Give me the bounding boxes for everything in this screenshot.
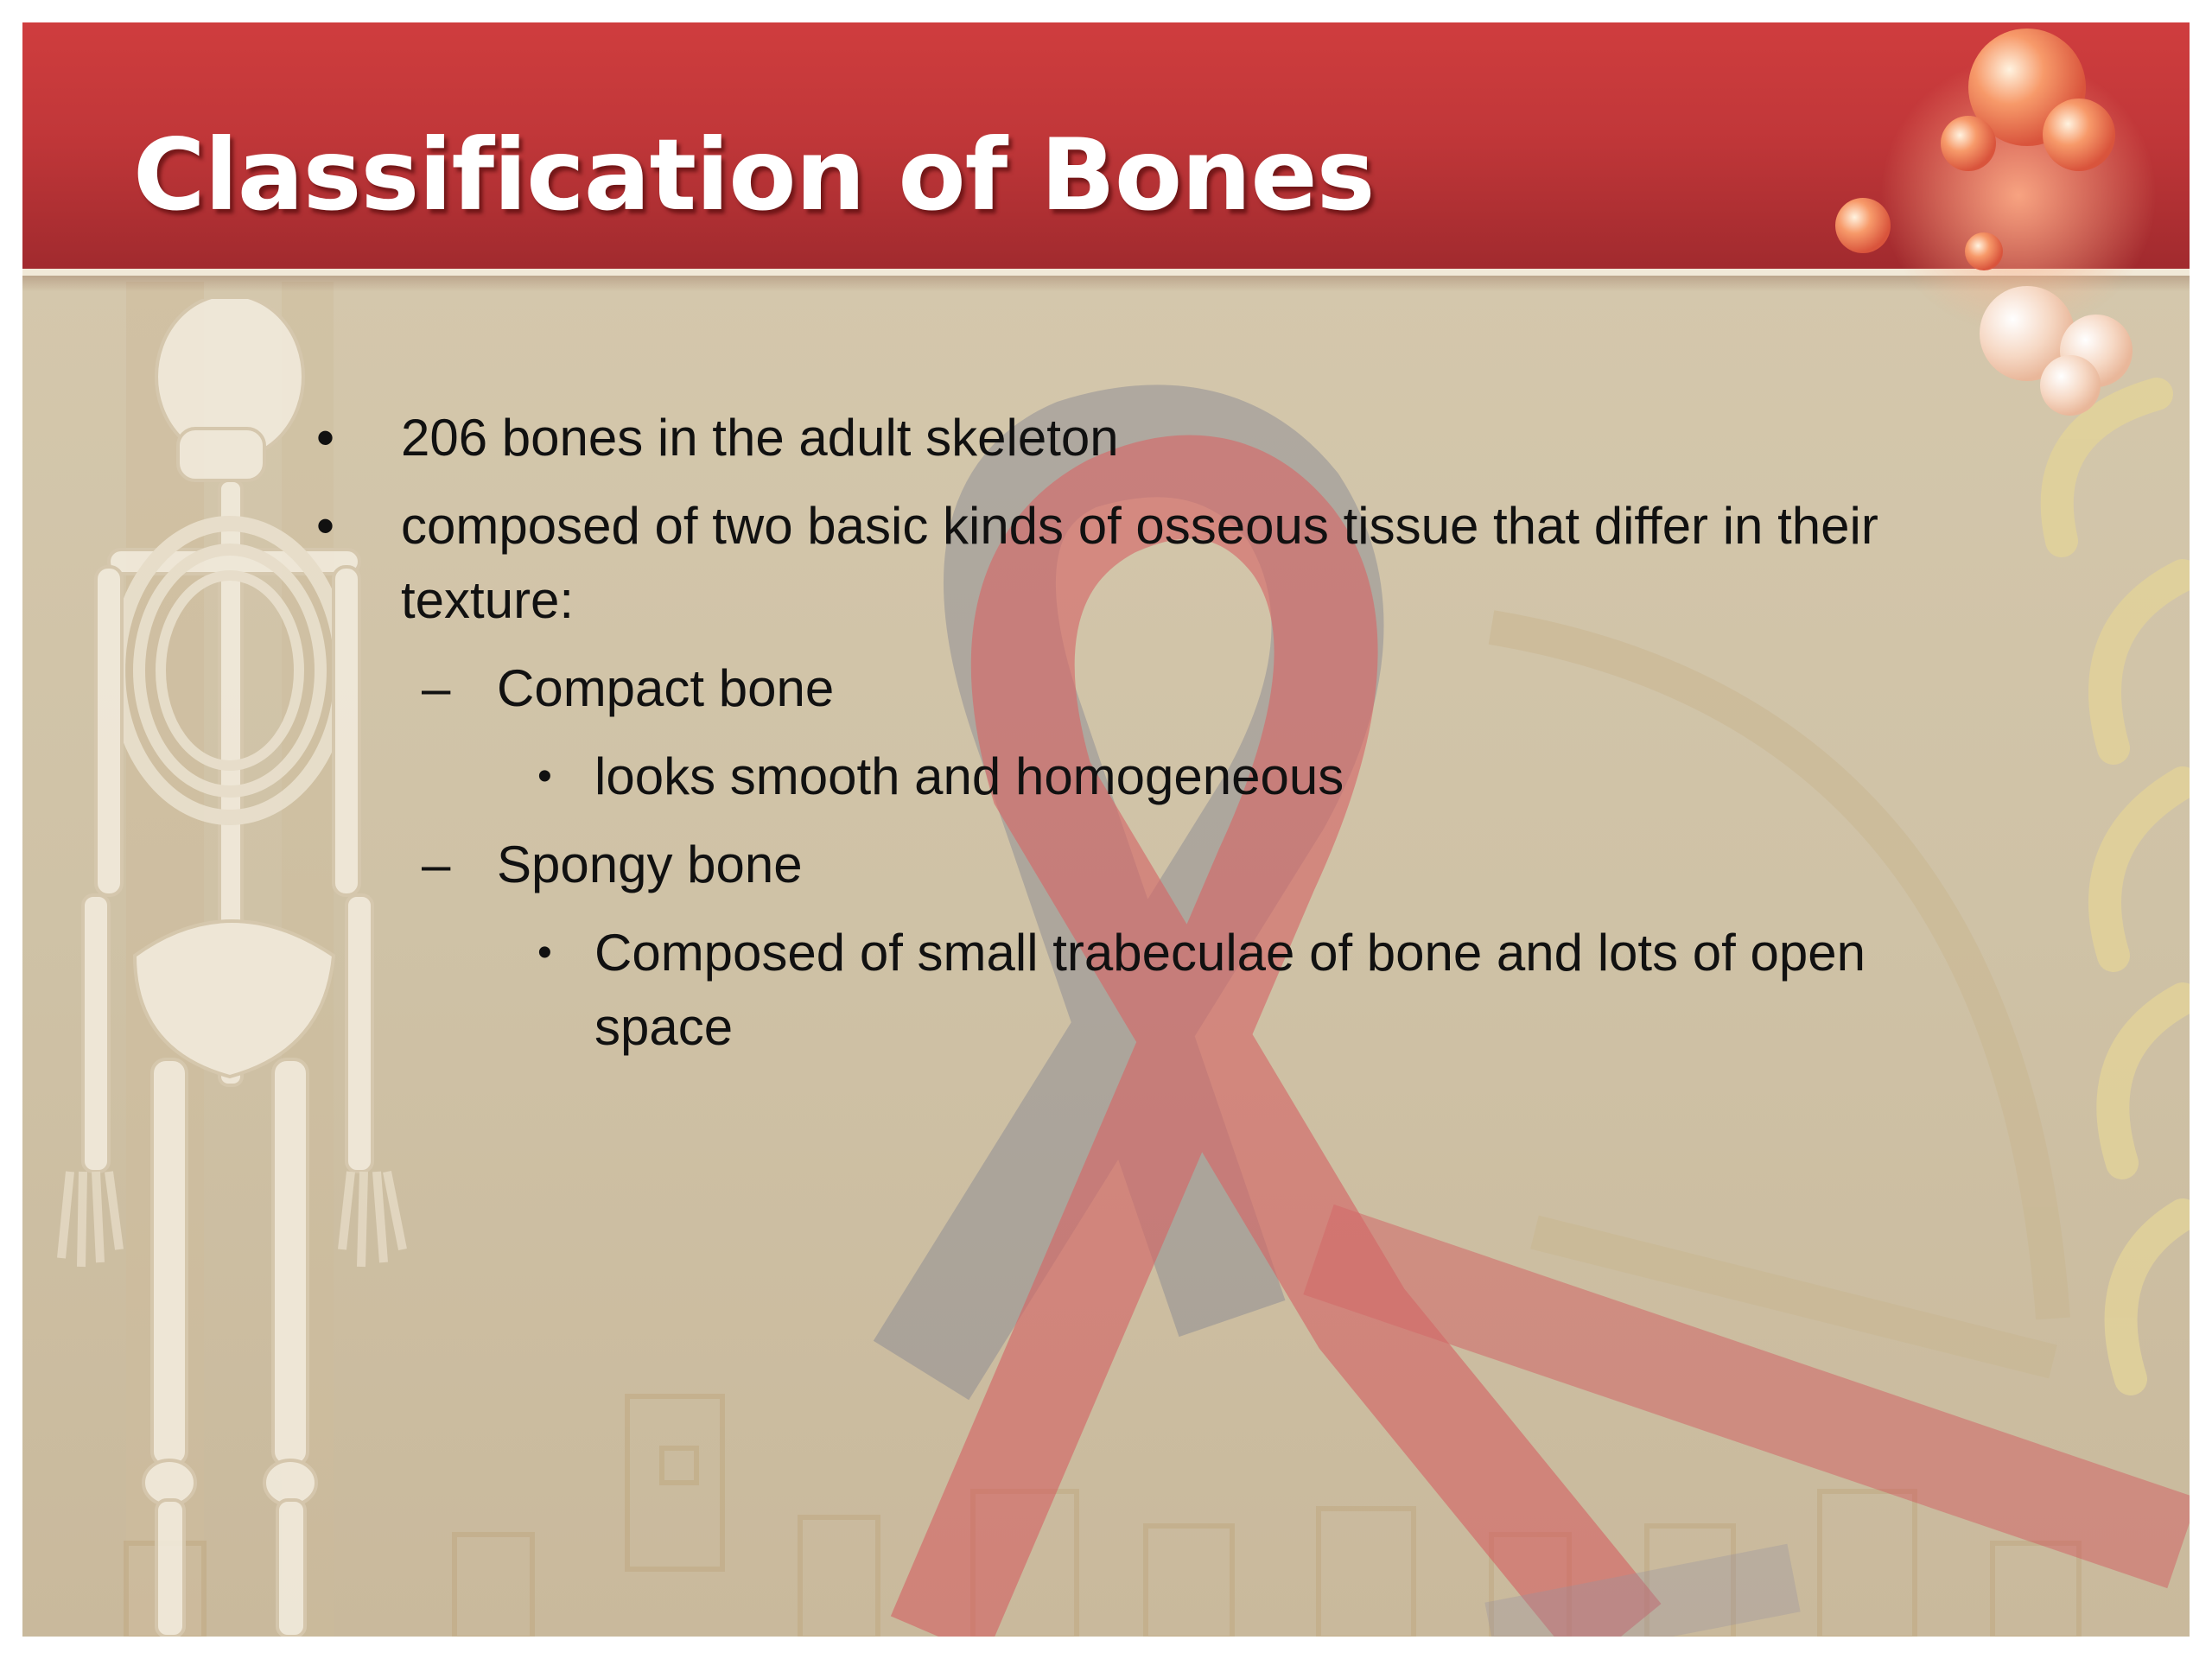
- dash-marker: –: [422, 659, 451, 717]
- slide: [22, 22, 2190, 1637]
- bullet-text-continuation: texture:: [401, 571, 575, 629]
- bullet-marker: •: [537, 753, 552, 799]
- detail-text: Composed of small trabeculae of bone and lots of open: [594, 924, 1866, 982]
- bullet-marker: •: [316, 409, 335, 467]
- detail-text: looks smooth and homogeneous: [594, 747, 1344, 805]
- bullet-marker: •: [316, 497, 335, 555]
- slide-body: [22, 22, 2190, 1637]
- bullet-text: 206 bones in the adult skeleton: [401, 409, 1119, 467]
- sub-item-text: Compact bone: [497, 659, 835, 717]
- bullet-text: composed of two basic kinds of osseous tissue that differ in their: [401, 497, 1878, 555]
- sub-item-text: Spongy bone: [497, 836, 803, 893]
- detail-text-continuation: space: [594, 998, 734, 1056]
- slide-title: Classification of Bones: [133, 118, 1375, 232]
- bullet-marker: •: [537, 930, 552, 976]
- dash-marker: –: [422, 836, 451, 893]
